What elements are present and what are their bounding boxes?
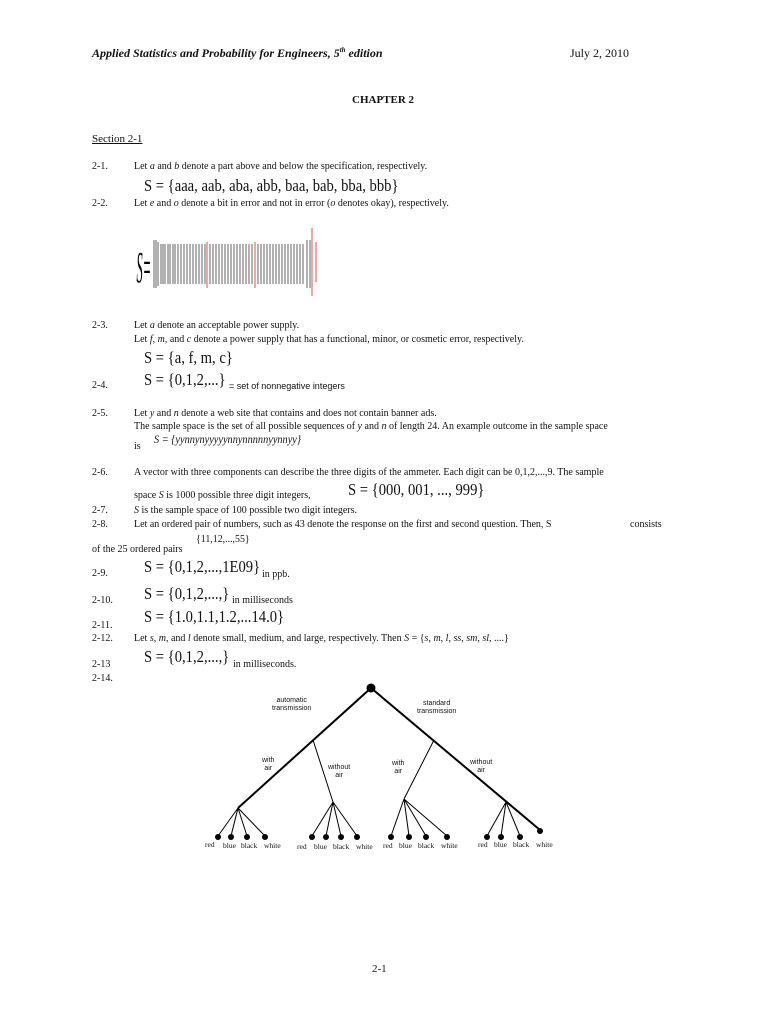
header-title-text: Applied Statistics and Probability for Engineers, 5: [92, 46, 340, 60]
equation: S = {0,1,2,...}: [144, 370, 226, 389]
branch-label-line: transmission: [272, 705, 312, 712]
leaf-label: red: [478, 840, 488, 849]
leaf-label: red: [297, 842, 307, 851]
leaf-label: white: [356, 842, 373, 851]
problem-number: 2-7.: [92, 505, 108, 516]
problem-number: 2-11.: [92, 620, 113, 631]
header-date: July 2, 2010: [570, 46, 630, 60]
leaf-label: black: [513, 840, 530, 849]
equation: S = {0,1,2,...,}: [144, 647, 230, 666]
problem-text: Let a and b denote a part above and below the specification, respectively.: [134, 161, 428, 172]
branch-label-line: with: [392, 760, 405, 767]
branch-label-with-air: [262, 757, 274, 773]
branch-label-standard: [417, 700, 456, 716]
problem-text: in milliseconds: [232, 595, 293, 606]
branch-label-line: air: [335, 772, 343, 779]
problem-text: Let f, m, and c denote a power supply that has a functional, minor, or cosmetic error, respectively.: [134, 334, 524, 345]
problem-number: 2-8.: [92, 519, 108, 530]
branch-label-line: air: [264, 765, 273, 772]
problem-text: A vector with three components can describe the three digits of the ammeter. Each digit can be 0,1,2,...,9. The sample: [134, 467, 604, 478]
equation: {11,12,...,55}: [196, 533, 250, 545]
branch-label-line: with: [262, 757, 275, 764]
branch-label-line: transmission: [417, 708, 457, 715]
leaf-label: red: [383, 841, 393, 850]
equation: S = {a, f, m, c}: [144, 348, 233, 367]
problem-number: 2-2.: [92, 198, 108, 209]
branch-label-line: without: [328, 764, 351, 771]
problem-text: Let an ordered pair of numbers, such as 43 denote the response on the first and second question. Then, S: [134, 519, 552, 530]
equation: S = {0,1,2,...,1E09}: [144, 557, 261, 576]
leaf-label: blue: [223, 841, 236, 850]
branch-label-automatic: [272, 697, 311, 713]
problem-number: 2-9.: [92, 568, 108, 579]
problem-text: Let s, m, and l denote small, medium, and large, respectively. Then S = {s, m, l, ss, sm, sl, ....}: [134, 633, 509, 644]
problem-text: in milliseconds.: [233, 659, 297, 670]
problem-text: consists: [630, 519, 662, 530]
page-number: 2-1: [372, 963, 387, 975]
section-heading: Section 2-1: [92, 133, 143, 145]
branch-label-with-air: [392, 760, 404, 776]
equation: S = {aaa, aab, aba, abb, baa, bab, bba, bbb}: [144, 176, 399, 195]
svg-text:S=: S=: [136, 242, 152, 292]
problem-number: 2-1.: [92, 161, 108, 172]
problem-number: 2-5.: [92, 408, 108, 419]
leaf-label: white: [441, 841, 458, 850]
problem-number: 2-4.: [92, 380, 108, 391]
equation: S = {1.0,1.1,1.2,...14.0}: [144, 607, 285, 626]
problem-text: is: [134, 441, 141, 452]
leaf-label: black: [418, 841, 435, 850]
problem-text: S is the sample space of 100 possible two digit integers.: [134, 505, 358, 516]
header-title-sup: th: [339, 46, 346, 54]
branch-label-without-air: [470, 759, 492, 775]
problem-number: 2-6.: [92, 467, 108, 478]
branch-label-line: air: [477, 767, 485, 774]
problem-number: 2-12.: [92, 633, 113, 644]
chapter-title: CHAPTER 2: [352, 94, 415, 106]
problem-text: Let a denote an acceptable power supply.: [134, 320, 300, 331]
problem-text: in ppb.: [262, 569, 290, 580]
problem-text: of the 25 ordered pairs: [92, 544, 183, 555]
equation: S = {yynnynyyyyynnynnnnnyynnyy}: [154, 432, 302, 446]
leaf-label: white: [264, 841, 281, 850]
problem-number: 2-10.: [92, 595, 113, 606]
problem-text: = set of nonnegative integers: [229, 381, 345, 391]
branch-label-line: automatic: [276, 697, 307, 704]
leaf-label: red: [205, 840, 215, 849]
leaf-label: white: [536, 840, 553, 849]
problem-text: Let y and n denote a web site that contains and does not contain banner ads.: [134, 408, 437, 419]
header-title-suffix: edition: [345, 46, 383, 60]
branch-label-line: without: [470, 759, 493, 766]
problem-text: Let e and o denote a bit in error and not in error (o denotes okay), respectively.: [134, 198, 449, 209]
leaf-label: black: [241, 841, 258, 850]
problem-text: The sample space is the set of all possible sequences of y and n of length 24. An example outcome in the sample space: [134, 421, 608, 432]
leaf-label: black: [333, 842, 350, 851]
branch-label-without-air: [328, 764, 350, 780]
problem-number: 2-3.: [92, 320, 108, 331]
leaf-label: blue: [399, 841, 412, 850]
branch-label-line: air: [394, 768, 403, 775]
problem-number: 2-13: [92, 659, 111, 670]
equation: S = {0,1,2,...,}: [144, 584, 230, 603]
equation: S = {000, 001, ..., 999}: [348, 480, 485, 499]
problem-number: 2-14.: [92, 673, 113, 684]
branch-label-line: standard: [423, 700, 451, 707]
leaf-label: blue: [314, 842, 327, 851]
leaf-label: blue: [494, 840, 507, 849]
problem-text: space S is 1000 possible three digit integers,: [134, 490, 311, 501]
